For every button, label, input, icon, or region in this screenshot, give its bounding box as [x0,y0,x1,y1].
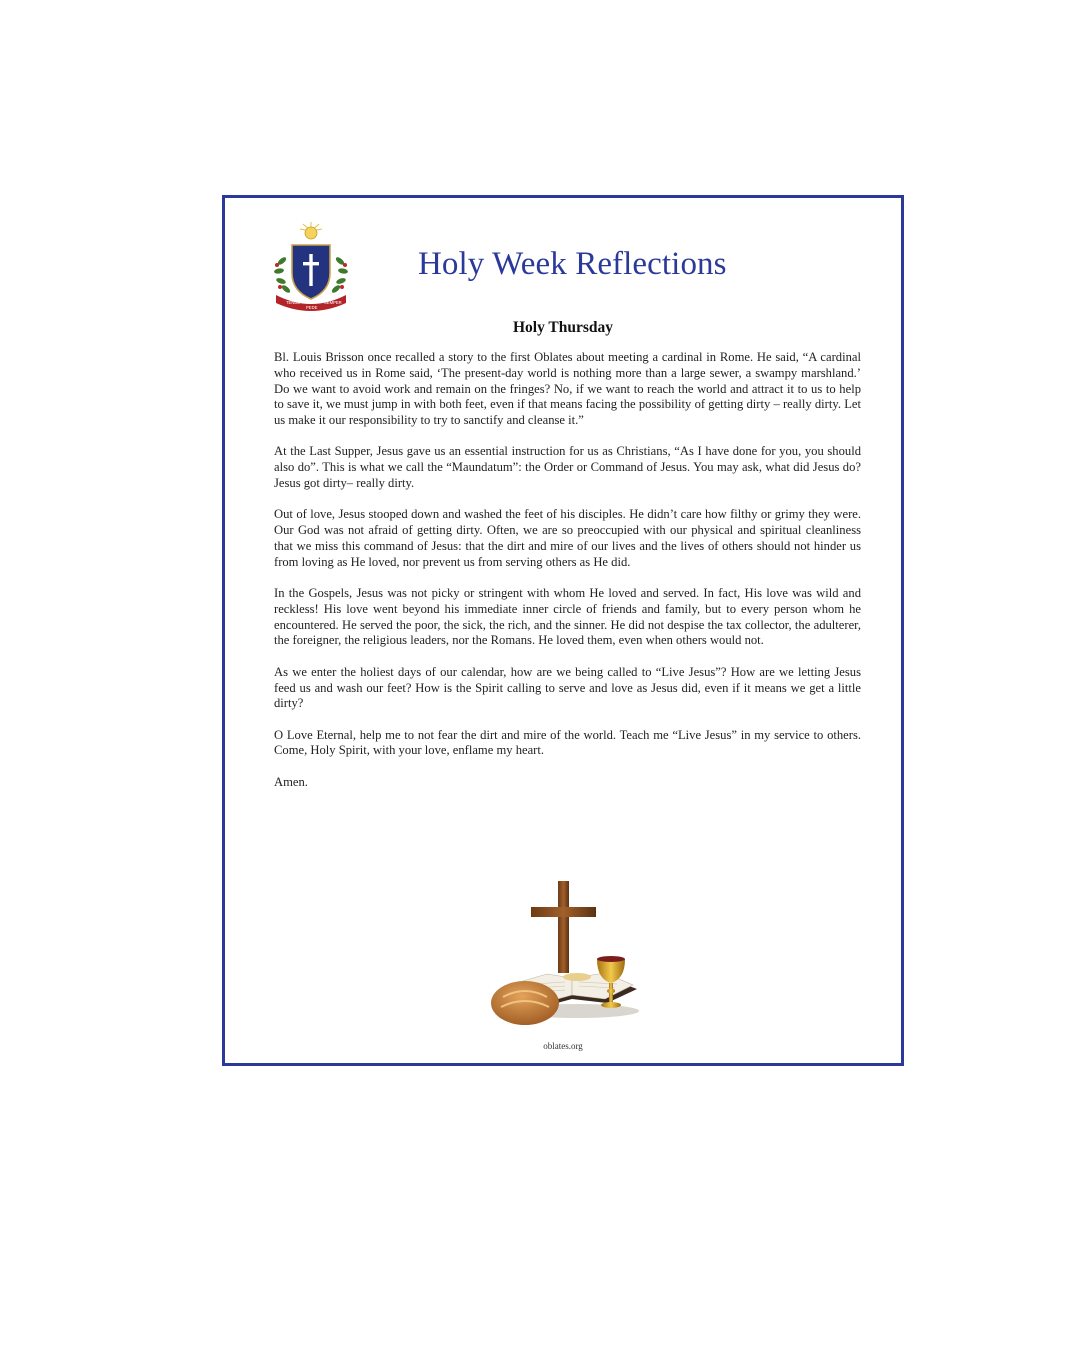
page-frame [222,195,904,1066]
paragraph-3: Out of love, Jesus stooped down and washed the feet of his disciples. He didn’t care how filthy or grimy they were. Our God was not afraid of getting dirty. Often, we are so preoccupied with our physical and spiritual cleanliness that we miss this command of Jesus: that the dirt and mire of our lives and the lives of others should not hinder us from loving as He loved, nor prevent us from serving others as He did. [274,507,861,569]
paragraph-1: Bl. Louis Brisson once recalled a story to the first Oblates about meeting a cardinal in Rome. He said, “A cardinal who received us in Rome said, ‘The present-day world is nothing more than a large sewer, a swampy marshland.’ Do we want to avoid work and remain on the fringes? No, if we want to reach the world and attract it to us to help to save it, we must jump in with both feet, even if that means facing the possibility of getting dirty – really dirty. Let us make it our responsibility to try to sanctify and cleanse it.” [274,350,861,428]
svg-text:SEMPER: SEMPER [324,300,342,305]
paragraph-5: As we enter the holiest days of our calendar, how are we being called to “Live Jesus”? How are we letting Jesus feed us and wash our feet? How is the Spirit calling to serve and love as Jesus did, even if it means we get a little dirty? [274,664,861,711]
reflection-body [274,350,861,806]
svg-text:TENDE: TENDE [286,300,301,305]
page-title: Holy Week Reflections [418,246,727,282]
svg-text:PEDE: PEDE [306,305,318,310]
cross-bible-chalice-bread-icon [487,881,647,1029]
paragraph-amen: Amen. [274,774,308,789]
paragraph-6-prayer: O Love Eternal, help me to not fear the dirt and mire of the world. Teach me “Live Jesus” in my service to others. Come, Holy Spirit, with your love, enflame my heart. [274,727,861,758]
paragraph-2: At the Last Supper, Jesus gave us an essential instruction for us as Christians, “As I have done for you, you should also do”. This is what we call the “Maundatum”: the Order or Command of Jesus. You may ask, what did Jesus do? Jesus got dirty– really dirty. [274,444,861,491]
footer-site: oblates.org [543,1041,583,1051]
oblates-crest-icon [270,221,352,315]
paragraph-4: In the Gospels, Jesus was not picky or stringent with whom He loved and served. In fact, His love was wild and reckless! His love went beyond his immediate inner circle of friends and family, but to every person whom he encountered. He served the poor, the sick, the rich, and the sinner. He did not despise the tax collector, the adulterer, the foreigner, the religious leaders, nor the Romans. He loved them, even when others would not. [274,586,861,648]
reflection-subtitle: Holy Thursday [512,319,614,336]
